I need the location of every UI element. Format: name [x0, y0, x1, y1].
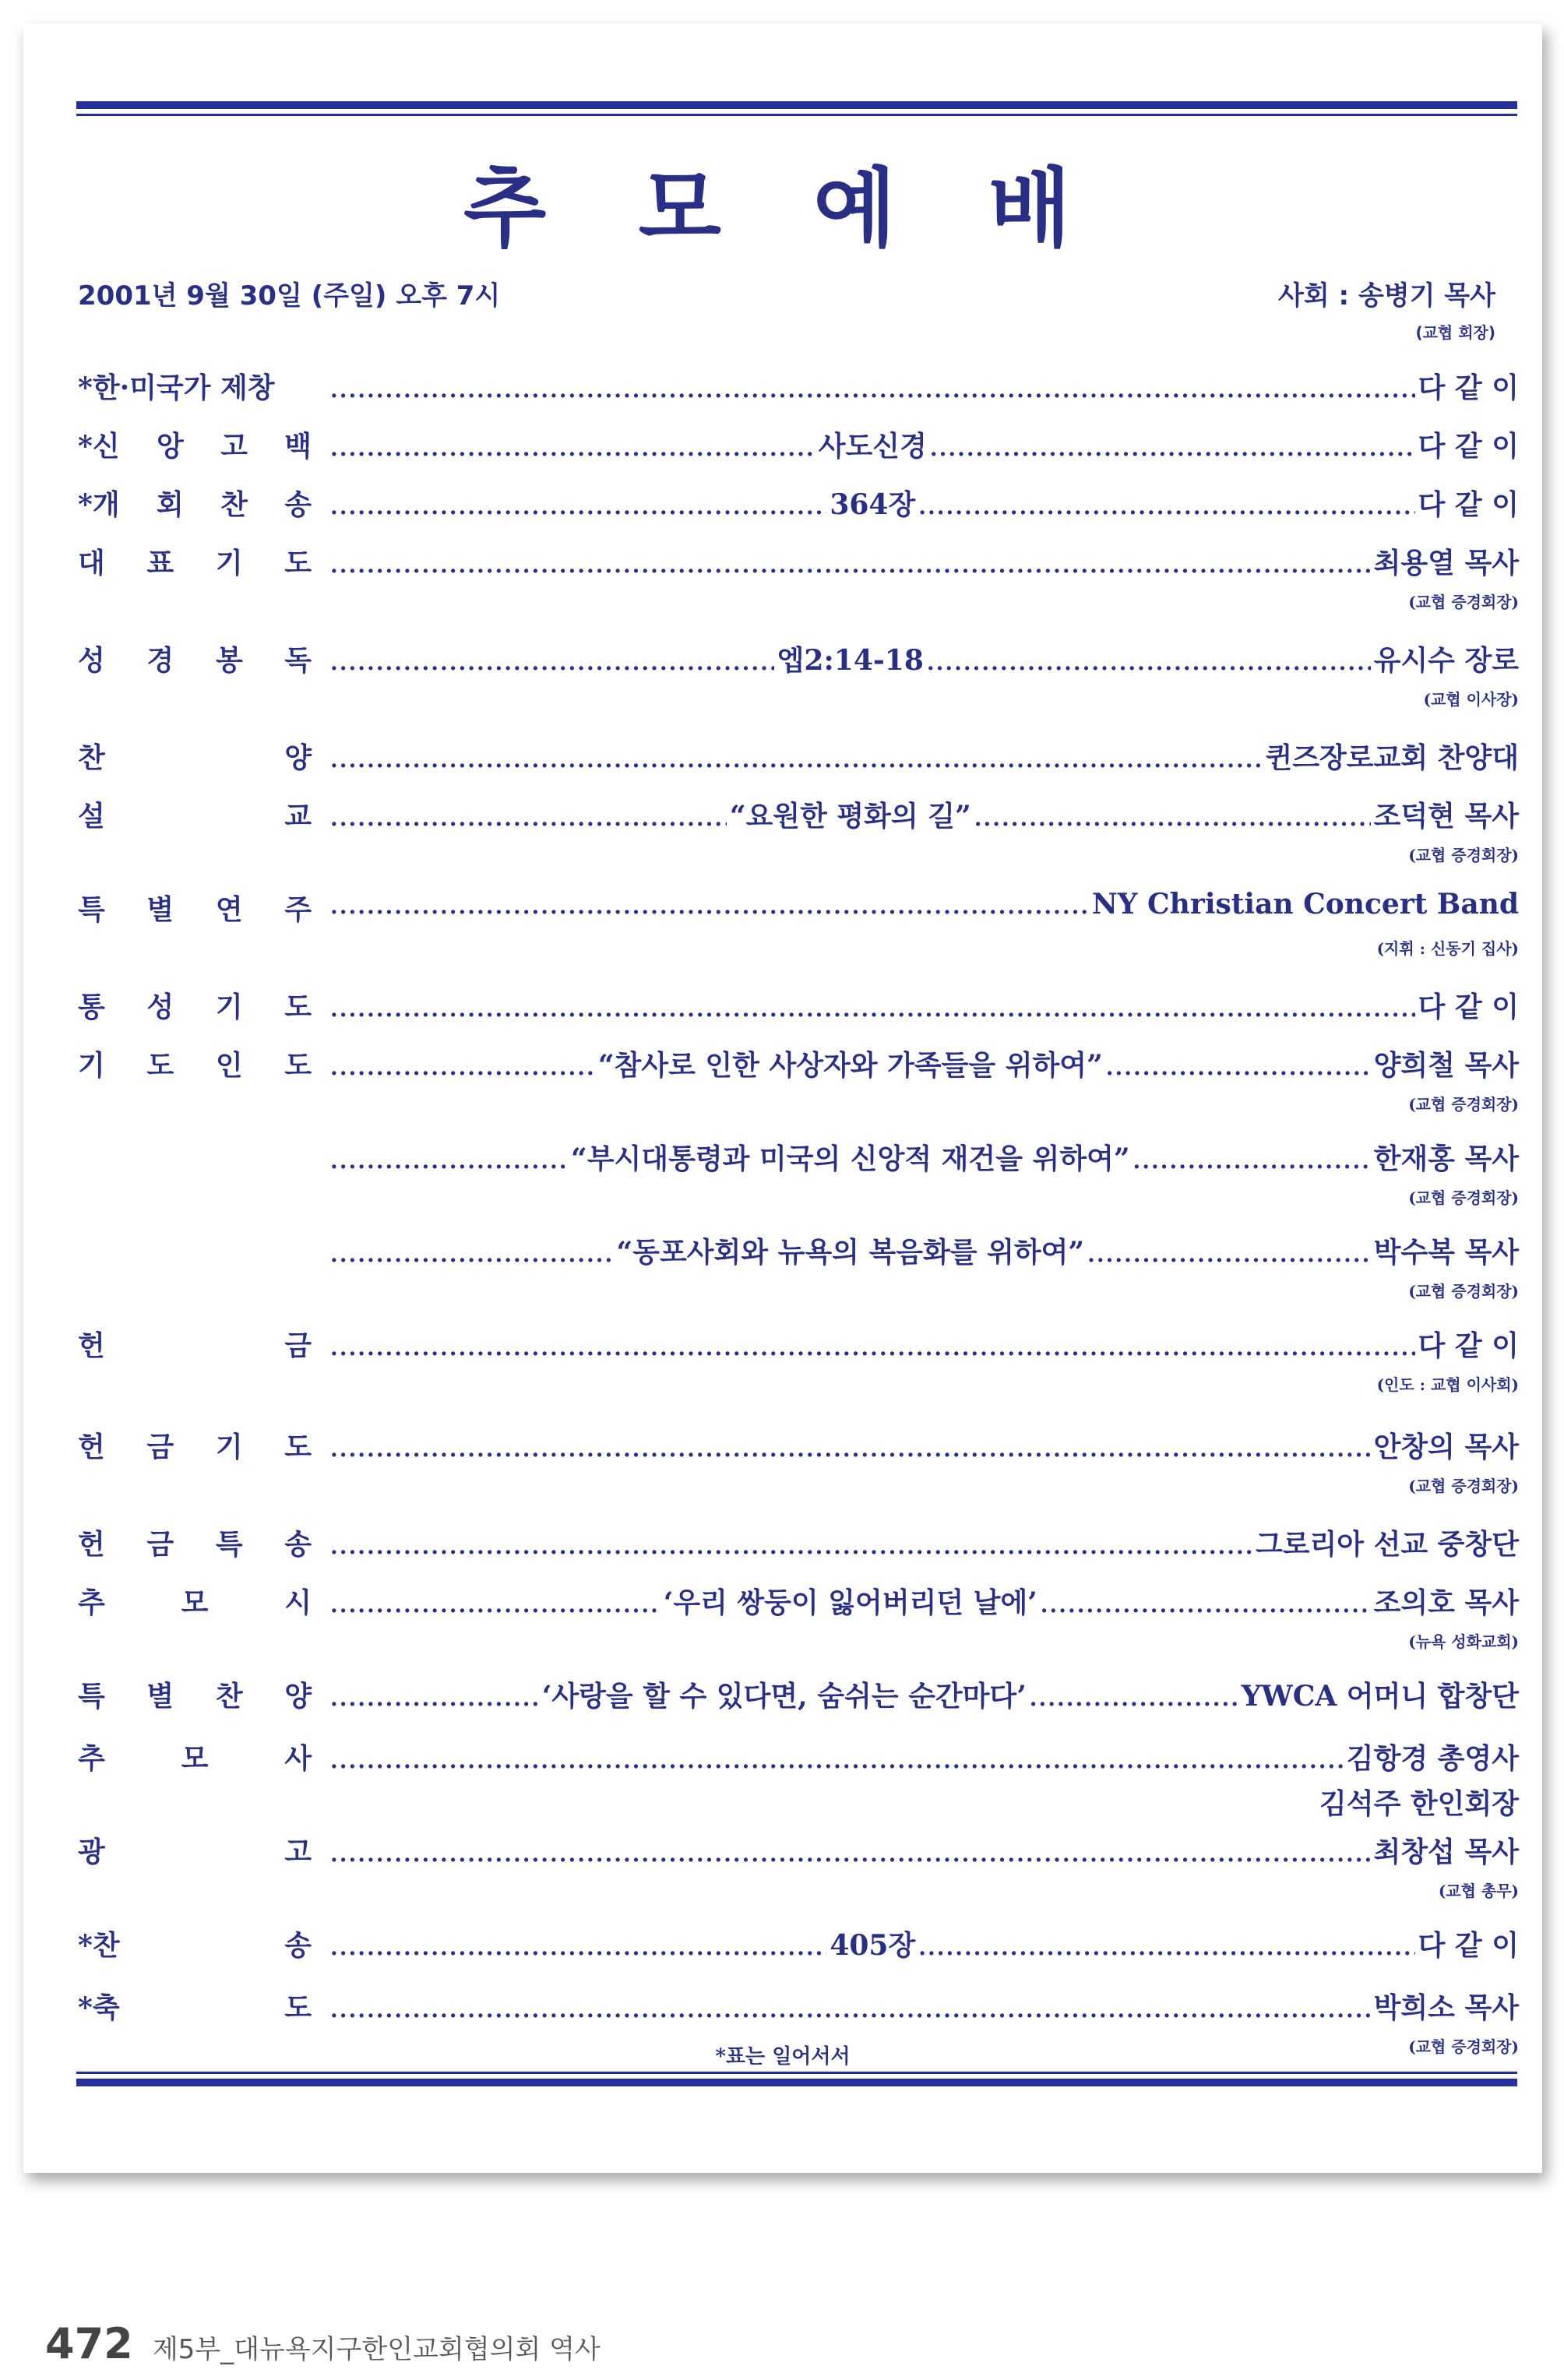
leader-dots [330, 805, 727, 831]
label-char: 모 [181, 1742, 209, 1775]
page-number: 472 [45, 2319, 133, 2368]
label-char: 도 [146, 1049, 174, 1082]
item-body [327, 1324, 1519, 1364]
item-label [78, 1986, 312, 2026]
program-item [78, 736, 1519, 775]
label-char: 봉 [215, 644, 243, 677]
label-char: 모 [181, 1586, 209, 1619]
leader-dots [330, 1241, 613, 1267]
item-performer: 한재홍 목사 [1373, 1142, 1519, 1175]
item-note: 김석주 한인회장 [1319, 1787, 1519, 1820]
item-label [78, 1581, 312, 1621]
label-char: 추 [78, 1742, 105, 1775]
item-body [327, 1830, 1519, 1870]
item-performer: 다 같 이 [1418, 488, 1519, 521]
leader-dots [330, 650, 774, 675]
item-body [327, 1425, 1519, 1465]
leader-dots [330, 377, 1415, 403]
leader-dots [1041, 1592, 1371, 1618]
item-note: (교협 증경회장) [1408, 1188, 1519, 1207]
item-performer: 최용열 목사 [1373, 547, 1519, 579]
item-label [78, 1523, 312, 1562]
label-char: 통 [78, 991, 105, 1023]
label-char: 금 [284, 1329, 312, 1362]
leader-dots [918, 494, 1414, 519]
item-detail: 엡2:14-18 [777, 644, 924, 677]
label-char: 도 [284, 1431, 312, 1463]
item-performer: YWCA 어머니 합창단 [1241, 1680, 1519, 1713]
item-label [78, 1674, 312, 1714]
leader-dots [330, 1533, 1252, 1559]
item-label [78, 541, 312, 581]
label-char: 송 [284, 1929, 312, 1962]
item-performer: 다 같 이 [1418, 1929, 1519, 1962]
presider-name: 사회 : 송병기 목사 [1277, 280, 1495, 312]
item-note: (교협 증경회장) [1408, 1477, 1519, 1495]
presider-note: (교협 회장) [1415, 323, 1495, 342]
item-label [78, 424, 312, 464]
item-body [327, 1581, 1519, 1621]
item-label [78, 639, 312, 678]
item-label [78, 1044, 312, 1083]
label-char: 기 [215, 547, 243, 579]
label-char: 헌 [78, 1329, 105, 1362]
item-body [327, 1737, 1519, 1776]
item-detail: “참사로 인한 사상자와 가족들을 위하여” [597, 1049, 1103, 1082]
item-detail: “부시대통령과 미국의 신앙적 재건을 위하여” [571, 1142, 1130, 1175]
item-label [78, 1924, 312, 1963]
program-item [78, 1737, 1519, 1820]
leader-dots [330, 1592, 660, 1618]
item-performer: 조의호 목사 [1373, 1586, 1519, 1619]
program-item [78, 794, 1519, 864]
item-performer: 퀸즈장로교회 찬양대 [1265, 741, 1519, 774]
program-sheet [23, 23, 1542, 2173]
item-performer: 김항경 총영사 [1346, 1742, 1519, 1775]
leader-dots [927, 650, 1371, 675]
leader-dots [330, 1935, 826, 1960]
item-body [327, 1523, 1519, 1562]
label-char: 설 [78, 800, 105, 833]
label-char: *찬 [78, 1929, 120, 1962]
label-char: 별 [146, 893, 174, 926]
label-char: 고 [284, 1836, 312, 1868]
label-char: 연 [215, 893, 243, 926]
label-char: 시 [284, 1586, 312, 1619]
label-char: 특 [78, 893, 105, 926]
item-performer: 그로리아 선교 중창단 [1255, 1528, 1519, 1561]
label-char: 헌 [78, 1528, 105, 1561]
leader-dots [330, 893, 1089, 919]
label-char: 성 [146, 991, 174, 1023]
item-body [327, 1986, 1519, 2026]
program-item [78, 1674, 1519, 1713]
item-performer: 양희철 목사 [1373, 1049, 1520, 1082]
item-body [327, 1137, 1519, 1177]
label-char: 찬 [78, 741, 105, 774]
item-body [327, 736, 1519, 776]
label-char: 광 [78, 1836, 105, 1868]
program-item [78, 1044, 1520, 1114]
item-performer: 유시수 장로 [1373, 644, 1519, 677]
leader-dots [974, 805, 1371, 831]
item-performer: 박수복 목사 [1373, 1236, 1520, 1269]
label-char: 교 [284, 800, 312, 833]
item-body [327, 1230, 1519, 1270]
leader-dots [918, 1935, 1414, 1960]
item-performer: 다 같 이 [1418, 1329, 1519, 1362]
label-char: 경 [146, 644, 174, 677]
program-item [78, 1324, 1519, 1394]
leader-dots [1087, 1241, 1370, 1267]
label-char: 헌 [78, 1431, 105, 1463]
leader-dots [1106, 1054, 1371, 1080]
item-body [327, 483, 1519, 523]
leader-dots [330, 435, 815, 461]
program-item [78, 541, 1519, 611]
program-item [78, 1986, 1519, 2056]
label-char: 주 [284, 893, 312, 926]
item-body [327, 985, 1519, 1025]
item-detail: 364장 [830, 488, 916, 521]
item-label [78, 483, 312, 523]
item-performer: 최창섭 목사 [1373, 1836, 1519, 1868]
program-item [78, 985, 1519, 1024]
program-item [78, 483, 1519, 522]
label-char: 추 [78, 1586, 105, 1619]
date-line: 2001년 9월 30일 (주일) 오후 7시 [78, 280, 501, 312]
item-detail: “요원한 평화의 길” [729, 800, 971, 833]
label-char: 양 [284, 741, 312, 774]
presider [1277, 274, 1495, 342]
item-detail: 사도신경 [818, 430, 927, 463]
program-item [78, 366, 1519, 405]
program-item [78, 1830, 1519, 1900]
program-item [78, 1581, 1519, 1651]
item-performer: 다 같 이 [1418, 371, 1519, 404]
leader-dots [330, 1436, 1371, 1462]
label-char: 특 [215, 1528, 243, 1561]
item-performer: 다 같 이 [1418, 991, 1519, 1023]
label-char: 기 [78, 1049, 105, 1082]
program-item [78, 888, 1519, 958]
leader-dots [330, 747, 1262, 773]
item-label [78, 1737, 312, 1776]
program-item [78, 639, 1519, 709]
item-label [78, 1830, 312, 1870]
item-note: (교협 증경회장) [1408, 1282, 1519, 1301]
leader-dots [330, 1054, 595, 1080]
item-detail: ‘사랑을 할 수 있다면, 숨쉬는 순간마다’ [541, 1680, 1027, 1713]
label-char: 금 [146, 1431, 174, 1463]
program-item [78, 1924, 1519, 1963]
label-char: 인 [215, 1049, 243, 1082]
item-note: (교협 증경회장) [1408, 846, 1519, 864]
item-body [327, 366, 1519, 406]
item-note: (지휘 : 신동기 집사) [1376, 939, 1519, 958]
item-performer: 조덕현 목사 [1373, 800, 1519, 833]
item-body [327, 794, 1519, 834]
label-char: 찬 [215, 1680, 243, 1713]
item-label [78, 1324, 312, 1364]
item-note: (교협 증경회장) [1408, 2037, 1519, 2056]
leader-dots [330, 1148, 568, 1174]
item-note: (교협 총무) [1438, 1882, 1519, 1900]
footer-text: 제5부_대뉴욕지구한인교회협의회 역사 [152, 2334, 601, 2365]
item-detail: ‘우리 쌍둥이 잃어버리던 날에’ [663, 1586, 1037, 1619]
label-char: 백 [284, 430, 312, 463]
item-detail: “동포사회와 뉴욕의 복음화를 위하여” [616, 1236, 1085, 1269]
leader-dots [1133, 1148, 1371, 1174]
label-char: 송 [284, 488, 312, 521]
page-footer [45, 2319, 601, 2368]
label-char: 고 [220, 430, 248, 463]
leader-dots [330, 996, 1415, 1022]
item-label [78, 736, 312, 776]
leader-dots [330, 1748, 1344, 1773]
label-char: 기 [215, 1431, 243, 1463]
item-label [78, 1425, 312, 1465]
item-body [327, 888, 1519, 921]
leader-dots [330, 494, 826, 519]
leader-dots [330, 1335, 1415, 1361]
footnote: *표는 일어서서 [715, 2045, 851, 2068]
label-char: 도 [284, 1049, 312, 1082]
item-body [327, 541, 1519, 581]
item-body [327, 1924, 1519, 1963]
item-performer: 다 같 이 [1418, 430, 1520, 463]
item-label [78, 985, 312, 1025]
label-char: 별 [146, 1680, 174, 1713]
label-char: *개 [78, 488, 120, 521]
label-char: 특 [78, 1680, 105, 1713]
item-label: *한·미국가 제창 [78, 371, 275, 404]
item-note: (교협 증경회장) [1408, 593, 1519, 611]
label-char: 양 [284, 1680, 312, 1713]
item-note: (뉴욕 성화교회) [1408, 1632, 1519, 1651]
label-char: 회 [156, 488, 184, 521]
program-item [78, 1137, 1519, 1207]
item-note: (교협 증경회장) [1408, 1095, 1519, 1114]
leader-dots [330, 1841, 1371, 1867]
page-title: 추 모 예 배 [463, 158, 1102, 259]
label-char: 송 [284, 1528, 312, 1561]
item-body [327, 424, 1519, 464]
program-item [78, 1523, 1519, 1561]
program-item [78, 1425, 1519, 1495]
label-char: *신 [78, 430, 120, 463]
item-performer: NY Christian Concert Band [1091, 888, 1519, 921]
program-item [78, 1230, 1520, 1301]
label-char: 금 [146, 1528, 174, 1561]
label-char: *축 [78, 1991, 120, 2024]
label-char: 사 [284, 1742, 312, 1775]
item-body [327, 1044, 1519, 1083]
bottom-rule [76, 2072, 1517, 2086]
label-char: 도 [284, 547, 312, 579]
label-char: 도 [284, 1991, 312, 2024]
item-detail: 405장 [830, 1929, 916, 1962]
label-char: 독 [284, 644, 312, 677]
leader-dots [930, 435, 1415, 461]
label-char: 표 [146, 547, 174, 579]
leader-dots [330, 1685, 539, 1711]
item-performer: 박희소 목사 [1373, 1991, 1519, 2024]
label-char: 성 [78, 644, 105, 677]
leader-dots [330, 552, 1371, 578]
label-char: 찬 [220, 488, 248, 521]
label-char: 앙 [156, 430, 184, 463]
item-label [78, 794, 312, 834]
label-char: 도 [284, 991, 312, 1023]
item-note: (교협 이사장) [1423, 690, 1519, 709]
leader-dots [1030, 1685, 1238, 1711]
program-item [78, 424, 1519, 463]
label-char: 기 [215, 991, 243, 1023]
item-body [327, 639, 1519, 678]
item-note: (인도 : 교협 이사회) [1376, 1375, 1519, 1394]
top-rule [76, 101, 1517, 116]
label-char: 대 [78, 547, 105, 579]
item-label [78, 888, 312, 928]
leader-dots [330, 1997, 1371, 2023]
item-body [327, 1674, 1519, 1714]
item-performer: 안창의 목사 [1373, 1431, 1519, 1463]
